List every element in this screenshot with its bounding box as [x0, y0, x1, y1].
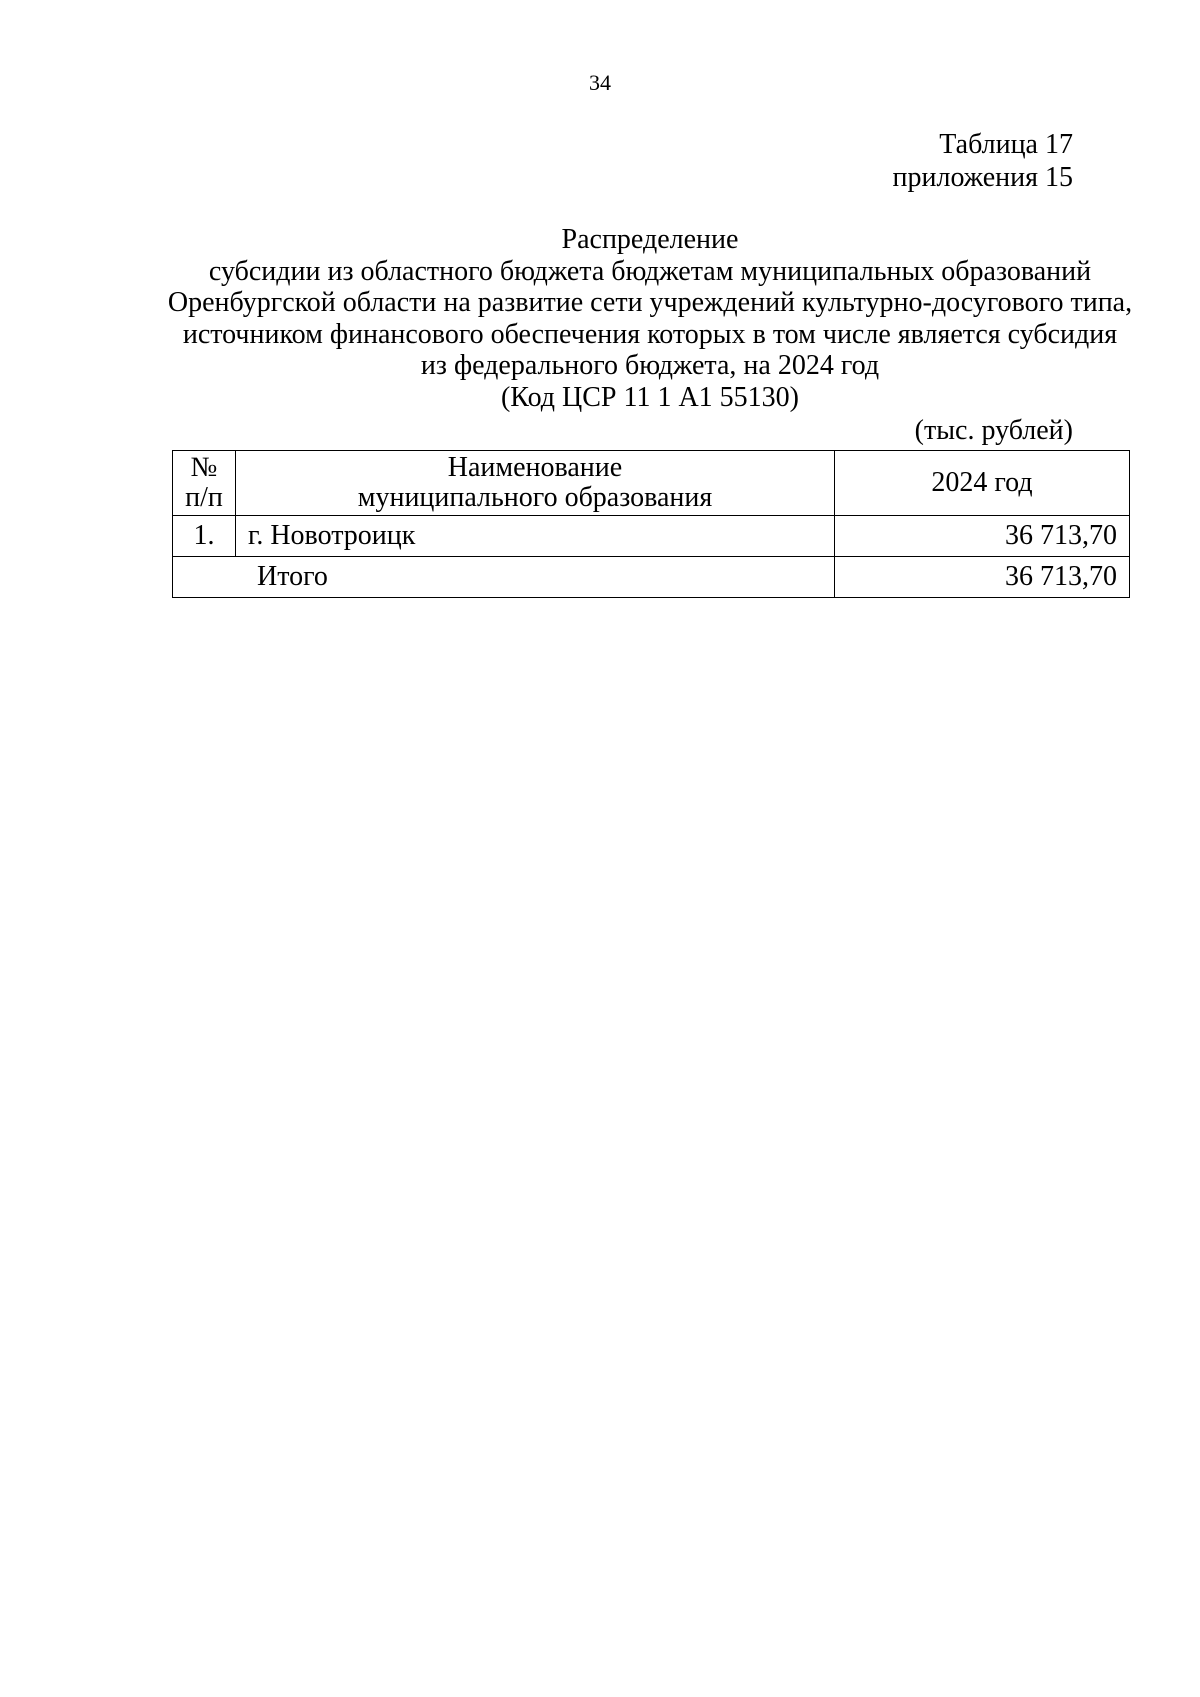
- table-header-row: [173, 451, 1130, 516]
- header-name-line-2: муниципального образования: [357, 482, 713, 513]
- header-name-line-1: Наименование: [447, 452, 623, 483]
- distribution-table: [172, 450, 1130, 598]
- table-reference: [893, 128, 1074, 194]
- units-label: (тыс. рублей): [914, 415, 1073, 446]
- title-line-1: Распределение: [561, 224, 739, 255]
- header-name-cell: [236, 451, 835, 516]
- title-line-2: субсидии из областного бюджета бюджетам муниципальных образований: [208, 255, 1092, 287]
- title-line-3: Оренбургской области на развитие сети учреждений культурно-досугового типа,: [167, 287, 1133, 318]
- page-number: 34: [589, 70, 611, 95]
- header-number-line-1: №: [190, 452, 218, 483]
- title-line-4: источником финансового обеспечения которых в том числе является субсидия: [182, 318, 1118, 350]
- row-name-cell: г. Новотроицк: [236, 516, 835, 557]
- table-row: [173, 516, 1130, 557]
- table-reference-line-2: приложения 15: [892, 162, 1073, 193]
- title-line-5: из федерального бюджета, на 2024 год: [420, 350, 880, 381]
- total-amount-cell: 36 713,70: [835, 557, 1130, 598]
- header-number-line-2: п/п: [185, 482, 223, 513]
- title-line-6: (Код ЦСР 11 1 А1 55130): [500, 381, 800, 413]
- table-total-row: [173, 557, 1130, 598]
- header-number-cell: [173, 451, 236, 516]
- total-label-cell: Итого: [173, 557, 835, 598]
- document-title: [160, 224, 1140, 413]
- table-reference-line-1: Таблица 17: [939, 129, 1073, 160]
- header-year-cell: 2024 год: [835, 451, 1130, 516]
- row-amount-cell: 36 713,70: [835, 516, 1130, 557]
- row-number-cell: 1.: [173, 516, 236, 557]
